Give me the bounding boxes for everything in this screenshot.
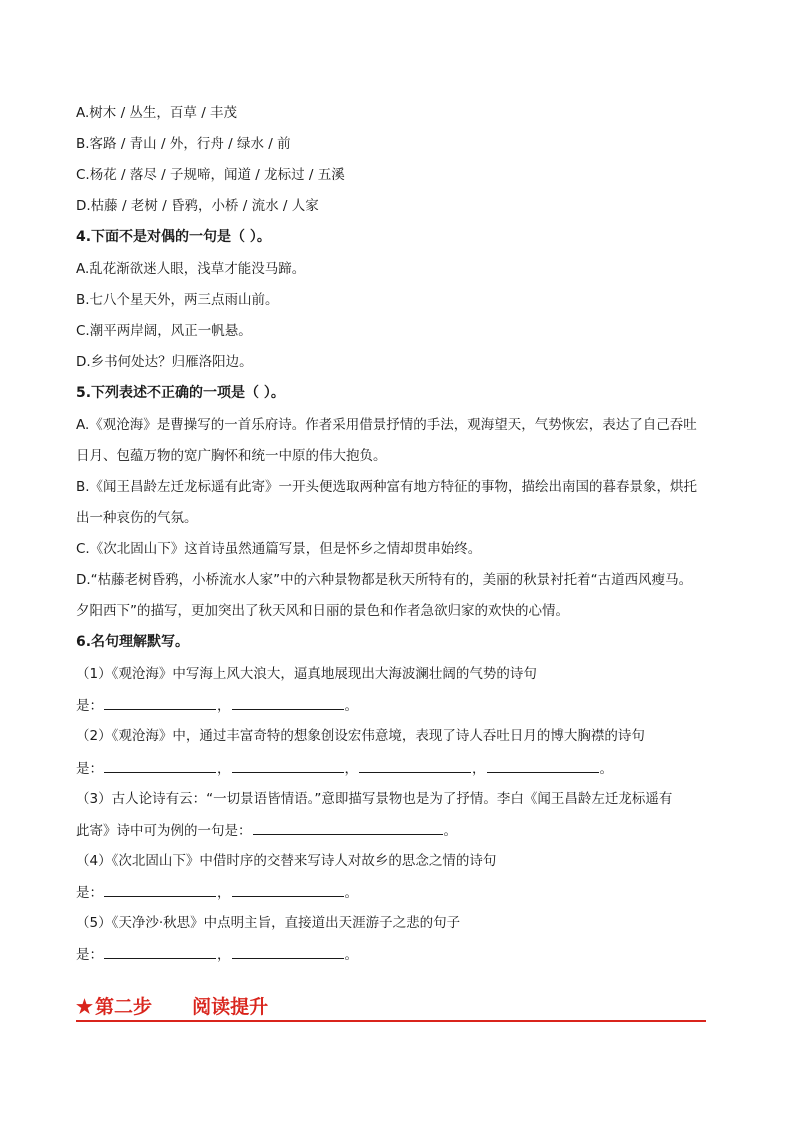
- q5-line: 日月、包蕴万物的宽广胸怀和统一中原的伟大抱负。: [76, 448, 387, 464]
- star-icon: ★: [76, 996, 94, 1018]
- period: 。: [599, 761, 613, 777]
- q3-option-b: B.客路 / 青山 / 外，行舟 / 绿水 / 前: [76, 136, 291, 152]
- answer-blank[interactable]: [104, 695, 216, 710]
- q3-option-d: D.枯藤 / 老树 / 昏鸦，小桥 / 流水 / 人家: [76, 198, 319, 214]
- comma: ，: [217, 947, 231, 963]
- q5-stem: 5.下列表述不正确的一项是（ ）。: [76, 385, 285, 401]
- comma: ，: [217, 885, 231, 901]
- answer-blank[interactable]: [104, 882, 216, 897]
- answer-blank[interactable]: [232, 882, 344, 897]
- comma: ，: [472, 761, 486, 777]
- period: 。: [344, 698, 358, 714]
- comma: ，: [217, 698, 231, 714]
- answer-prefix: 是：: [76, 761, 103, 777]
- answer-blank[interactable]: [232, 944, 344, 959]
- q5-line: D.“枯藤老树昏鸦，小桥流水人家”中的六种景物都是秋天所特有的，美丽的秋景衬托着“古道西风瘦马。: [76, 572, 693, 588]
- q6-item-3-prompt: （3）古人论诗有云：“一切景语皆情语。”意即描写景物也是为了抒情。李白《闻王昌龄左迁龙标遥有: [76, 791, 673, 807]
- comma: ，: [217, 761, 231, 777]
- answer-blank[interactable]: [232, 758, 344, 773]
- q6-item-1-prompt: （1）《观沧海》中写海上风大浪大，逼真地展现出大海波澜壮阔的气势的诗句: [76, 666, 537, 682]
- q3-option-a: A.树木 / 丛生，百草 / 丰茂: [76, 105, 238, 121]
- q6-stem: 6.名句理解默写。: [76, 634, 190, 650]
- q6-item-3-answer-line: [76, 820, 457, 841]
- answer-blank[interactable]: [487, 758, 599, 773]
- q6-item-2-prompt: （2）《观沧海》中，通过丰富奇特的想象创设宏伟意境，表现了诗人吞吐日月的博大胸襟的诗句: [76, 728, 645, 744]
- answer-prefix: 是：: [76, 885, 103, 901]
- q5-line: C.《次北固山下》这首诗虽然通篇写景，但是怀乡之情却贯串始终。: [76, 541, 482, 557]
- q5-line: B.《闻王昌龄左迁龙标遥有此寄》一开头便选取两种富有地方特征的事物，描绘出南国的暮春景象，烘托: [76, 479, 698, 495]
- q4-option-c: C.潮平两岸阔，风正一帆悬。: [76, 323, 252, 339]
- answer-prefix: 是：: [76, 698, 103, 714]
- q6-item-5-prompt: （5）《天净沙·秋思》中点明主旨，直接道出天涯游子之悲的句子: [76, 915, 461, 931]
- answer-blank[interactable]: [359, 758, 471, 773]
- q4-stem: 4.下面不是对偶的一句是（ ）。: [76, 229, 271, 245]
- period: 。: [344, 885, 358, 901]
- answer-blank[interactable]: [104, 758, 216, 773]
- period: 。: [443, 823, 457, 839]
- answer-prefix: 是：: [76, 947, 103, 963]
- section-title: 阅读提升: [192, 996, 269, 1018]
- answer-blank[interactable]: [104, 944, 216, 959]
- section-step-label: 第二步: [95, 996, 153, 1018]
- q4-option-d: D.乡书何处达？归雁洛阳边。: [76, 354, 253, 370]
- section-heading: [76, 994, 706, 1022]
- q5-line: 夕阳西下”的描写，更加突出了秋天风和日丽的景色和作者急欲归家的欢快的心情。: [76, 603, 569, 619]
- q5-line: A.《观沧海》是曹操写的一首乐府诗。作者采用借景抒情的手法，观海望天，气势恢宏，表达了自己吞吐: [76, 417, 697, 433]
- q6-item-1-answer-line: [76, 695, 358, 716]
- period: 。: [344, 947, 358, 963]
- q4-option-a: A.乱花渐欲迷人眼，浅草才能没马蹄。: [76, 261, 306, 277]
- answer-blank[interactable]: [253, 820, 443, 835]
- comma: ，: [344, 761, 358, 777]
- q4-option-b: B.七八个星天外，两三点雨山前。: [76, 292, 279, 308]
- q5-line: 出一种哀伤的气氛。: [76, 510, 198, 526]
- q6-item-5-answer-line: [76, 944, 358, 965]
- q3-option-c: C.杨花 / 落尽 / 子规啼，闻道 / 龙标过 / 五溪: [76, 167, 345, 183]
- answer-prefix: 此寄》诗中可为例的一句是：: [76, 823, 252, 839]
- q6-item-4-prompt: （4）《次北固山下》中借时序的交替来写诗人对故乡的思念之情的诗句: [76, 853, 497, 869]
- q6-item-2-answer-line: [76, 758, 613, 779]
- answer-blank[interactable]: [232, 695, 344, 710]
- q6-item-4-answer-line: [76, 882, 358, 903]
